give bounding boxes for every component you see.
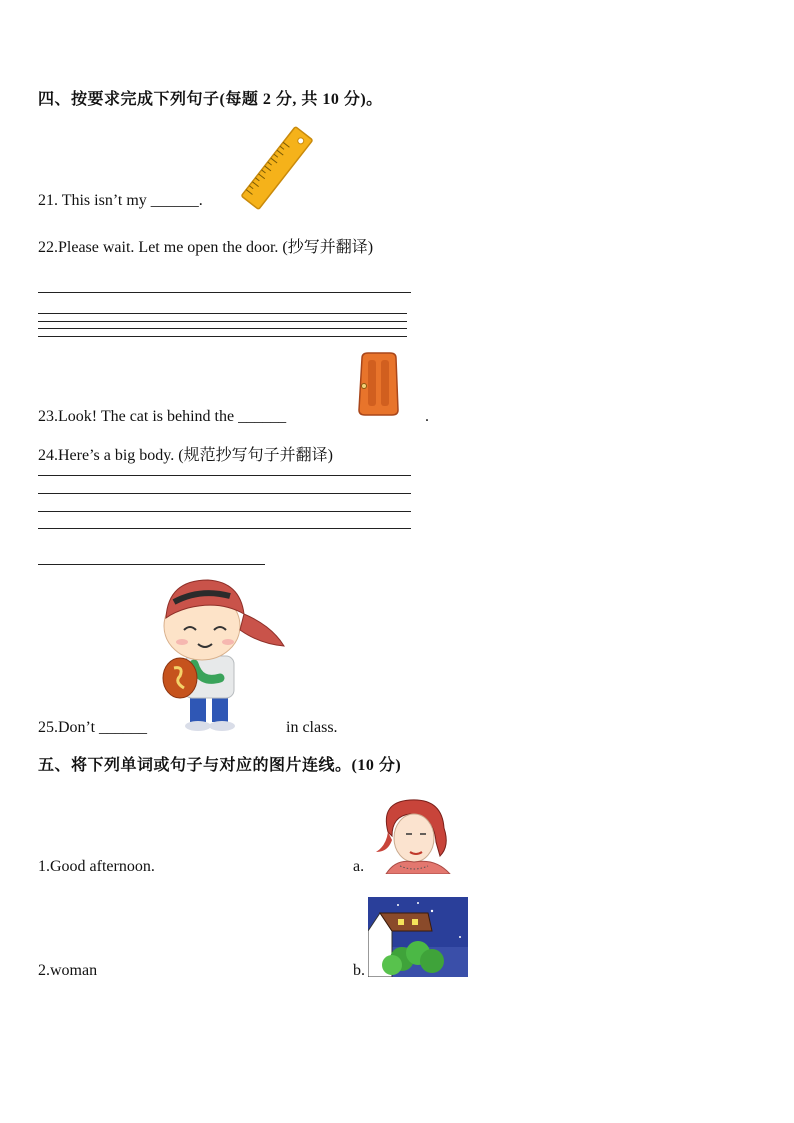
writing-line bbox=[38, 313, 407, 314]
question-24: 24.Here’s a big body. (规范抄写句子并翻译) bbox=[38, 447, 333, 464]
writing-line bbox=[38, 328, 407, 329]
matching-option-b: b. bbox=[353, 962, 365, 979]
writing-line bbox=[38, 292, 411, 293]
question-23-end: . bbox=[425, 408, 429, 425]
ruler-image bbox=[240, 126, 314, 210]
writing-line bbox=[38, 336, 407, 337]
night-house-image bbox=[368, 897, 468, 977]
section-4-heading: 四、按要求完成下列句子(每题 2 分, 共 10 分)。 bbox=[38, 91, 383, 108]
matching-option-a: a. bbox=[353, 858, 365, 875]
question-21: 21. This isn’t my ______. bbox=[38, 192, 203, 209]
writing-line bbox=[38, 511, 411, 512]
matching-item-1: 1.Good afternoon. bbox=[38, 858, 155, 875]
woman-portrait-image bbox=[366, 796, 458, 874]
boy-eating-image bbox=[160, 574, 290, 734]
section-5-heading: 五、将下列单词或句子与对应的图片连线。(10 分) bbox=[38, 757, 402, 774]
question-25: 25.Don’t ______ bbox=[38, 719, 148, 736]
matching-item-2: 2.woman bbox=[38, 962, 98, 979]
writing-line bbox=[38, 493, 411, 494]
door-image bbox=[356, 352, 400, 416]
question-23: 23.Look! The cat is behind the ______ bbox=[38, 408, 287, 425]
writing-line bbox=[38, 564, 265, 565]
writing-line bbox=[38, 528, 411, 529]
question-25-end: in class. bbox=[286, 719, 338, 736]
question-22: 22.Please wait. Let me open the door. (抄写并翻译) bbox=[38, 239, 374, 256]
writing-line bbox=[38, 321, 407, 322]
writing-line bbox=[38, 475, 411, 476]
